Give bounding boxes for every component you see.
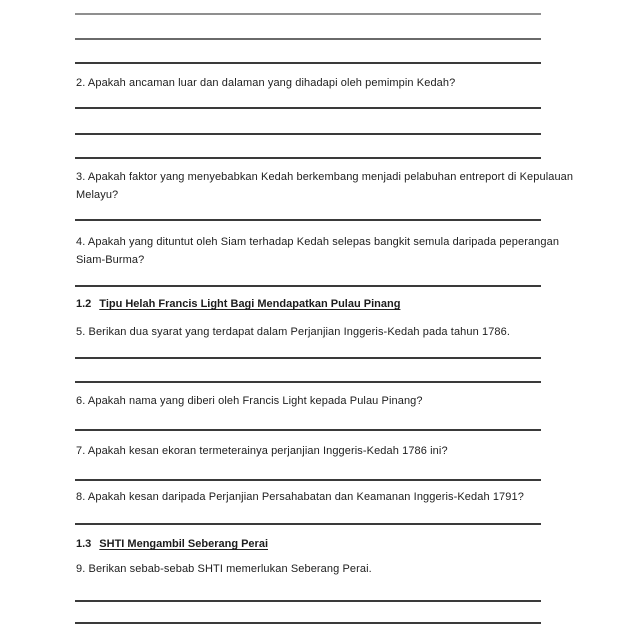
answer-line <box>75 622 541 624</box>
question-8 <box>76 489 562 507</box>
answer-line <box>75 357 541 359</box>
section-1-3-number: 1.3 <box>76 538 92 550</box>
answer-line <box>75 523 541 525</box>
answer-line <box>75 38 541 40</box>
question-9 <box>76 561 562 579</box>
section-heading-1-2 <box>76 296 562 314</box>
question-9-line-1: 9. Berikan sebab-sebab SHTI memerlukan Seberang Perai. <box>76 563 372 575</box>
section-1-3-title: SHTI Mengambil Seberang Perai <box>99 538 269 550</box>
question-2-line-1: 2. Apakah ancaman luar dan dalaman yang dihadapi oleh pemimpin Kedah? <box>76 77 456 89</box>
question-6-line-1: 6. Apakah nama yang diberi oleh Francis Light kepada Pulau Pinang? <box>76 395 423 407</box>
answer-line <box>75 600 541 602</box>
question-3-line-2: Melayu? <box>76 188 119 201</box>
section-1-2-number: 1.2 <box>76 298 92 310</box>
answer-line <box>75 13 541 15</box>
answer-line <box>75 285 541 287</box>
answer-line <box>75 157 541 159</box>
question-3-line-1: 3. Apakah faktor yang menyebabkan Kedah berkembang menjadi pelabuhan entreport di Kepulauan <box>76 171 574 183</box>
question-2 <box>76 75 562 93</box>
question-4-line-1: 4. Apakah yang dituntut oleh Siam terhadap Kedah selepas bangkit semula daripada peperangan <box>76 236 560 248</box>
question-6 <box>76 393 562 411</box>
question-5-line-1: 5. Berikan dua syarat yang terdapat dalam Perjanjian Inggeris-Kedah pada tahun 1786. <box>76 326 511 338</box>
answer-line <box>75 219 541 221</box>
answer-line <box>75 479 541 481</box>
section-heading-1-3 <box>76 536 562 554</box>
question-5 <box>76 324 562 342</box>
answer-line <box>75 429 541 431</box>
answer-line <box>75 62 541 64</box>
question-4-line-2: Siam-Burma? <box>76 253 145 266</box>
question-8-line-1: 8. Apakah kesan daripada Perjanjian Persahabatan dan Keamanan Inggeris-Kedah 1791? <box>76 491 524 503</box>
question-7-line-1: 7. Apakah kesan ekoran termeterainya perjanjian Inggeris-Kedah 1786 ini? <box>76 445 448 457</box>
question-3 <box>76 169 574 204</box>
answer-line <box>75 107 541 109</box>
question-4 <box>76 234 562 269</box>
question-7 <box>76 443 562 461</box>
answer-line <box>75 381 541 383</box>
section-1-2-title: Tipu Helah Francis Light Bagi Mendapatkan Pulau Pinang <box>99 298 401 310</box>
answer-line <box>75 133 541 135</box>
